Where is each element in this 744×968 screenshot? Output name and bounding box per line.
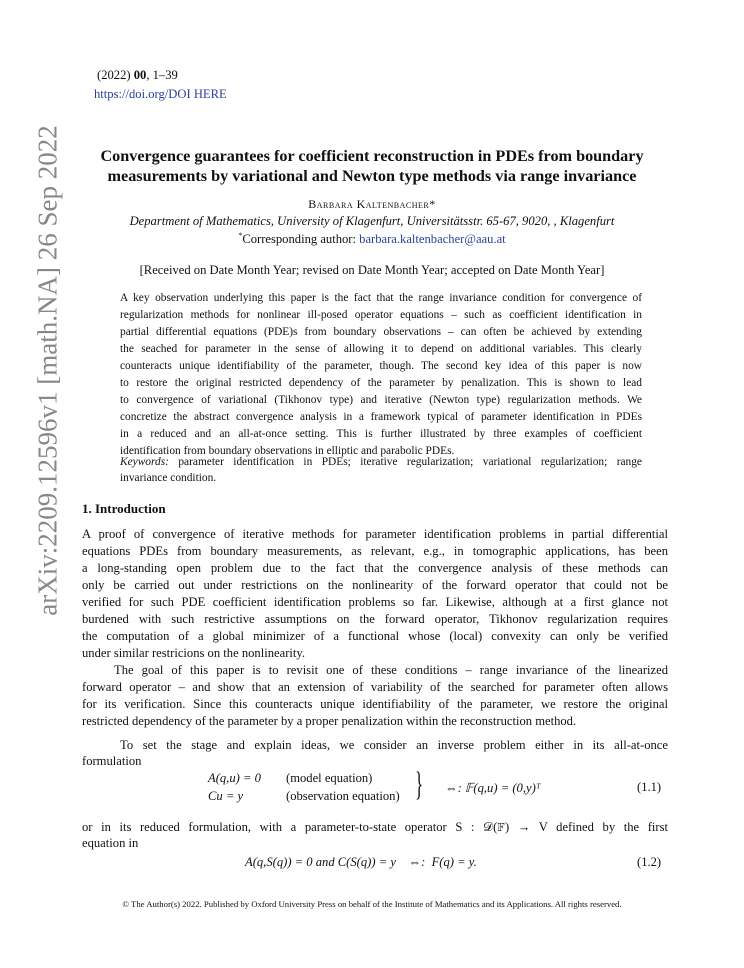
title-line-1: Convergence guarantees for coefficient reconstruction in PDEs from boundary xyxy=(100,147,644,165)
text-line: formulation xyxy=(82,754,142,768)
text-line: equations PDEs from boundary measurements, as relevant, e.g., in tomographic applications, has been xyxy=(82,544,668,558)
volume: 00 xyxy=(133,68,147,82)
keywords-line: invariance condition. xyxy=(120,472,217,484)
corresponding-label: Corresponding author: xyxy=(242,232,360,247)
eq-lhs-2: Cu = y xyxy=(208,789,244,803)
text-line: To set the stage and explain ideas, we consider an inverse problem either in its all-at-once xyxy=(82,738,668,752)
text-line: The goal of this paper is to revisit one of these conditions – range invariance of the linearized xyxy=(82,663,668,677)
text-line: the computation of a global minimizer of a functional whose (local) convexity can only be verified xyxy=(82,629,668,643)
abstract-line: in a reduced and an all-at-once setting. This is further illustrated by three examples of coefficient xyxy=(120,428,642,440)
text-line: only be carried out under restrictions on the nonlinearity of the forward operator that could not be xyxy=(82,578,668,592)
arxiv-stamp: arXiv:2209.12596v1 [math.NA] 26 Sep 2022 xyxy=(32,125,63,616)
doi-link[interactable]: https://doi.org/DOI HERE xyxy=(94,87,227,101)
text-line: A proof of convergence of iterative methods for parameter identification problems in partial differential xyxy=(82,527,668,541)
journal-ref xyxy=(97,68,178,83)
keywords-label: Keywords: xyxy=(120,456,169,468)
text-line: restricted dependency of the parameter by a proper penalization within the reconstruction method. xyxy=(82,714,577,728)
eq-lhs-1: A(q,u) = 0 xyxy=(208,771,261,785)
abstract-line: counteracts unique identifiability of the parameter, though. The second key idea of this paper is now xyxy=(120,360,642,372)
abstract-line: regularization methods for nonlinear ill-posed operator equations – such as coefficient identification in xyxy=(120,309,642,321)
email-link[interactable]: barbara.kaltenbacher@aau.at xyxy=(359,232,506,247)
abstract-line: A key observation underlying this paper is the fact that the range invariance condition for convergence of xyxy=(120,292,642,304)
corresponding-author xyxy=(0,231,744,247)
text-line: verified for such PDE coefficient identification problems so far. Likewise, although at a first glance not xyxy=(82,595,668,609)
affiliation: Department of Mathematics, University of Klagenfurt, Universitätsstr. 65-67, 9020, , Klagenfurt xyxy=(129,214,615,228)
text-line: forward operator – and show that an extension of variability of the searched for parameter often allows xyxy=(82,680,668,694)
abstract-line: concretize the abstract convergence analysis in a framework typical of parameter identification in PDEs xyxy=(120,411,642,423)
year: (2022) xyxy=(97,68,134,82)
eq-text: A(q,S(q)) = 0 and C(S(q)) = y ⇔: F(q) = y. xyxy=(245,855,477,869)
eq-rhs: ⇔: 𝔽(q,u) = (0,y)ᵀ xyxy=(445,781,541,795)
footnote-mark: * xyxy=(238,231,243,240)
keywords-line xyxy=(120,456,642,468)
eq-number: (1.2) xyxy=(637,855,662,869)
eq-number: (1.1) xyxy=(637,780,662,794)
section-heading: 1. Introduction xyxy=(82,501,166,516)
text-line: under similar restricions on the nonlinearity. xyxy=(82,646,306,660)
abstract-line: partial differential equations (PDE)s from boundary observations – can often be achieved by extending xyxy=(120,326,642,338)
abstract-line: to convergence of variational (Tikhonov type) and iterative (Newton type) regularization methods. We xyxy=(120,394,642,406)
pages: , 1–39 xyxy=(146,68,178,82)
abstract-line: the seached for parameter in the sense of allowing it to depend on additional variables. This clearly xyxy=(120,343,642,355)
text-line: equation in xyxy=(82,836,139,850)
eq-note-2: (observation equation) xyxy=(286,789,400,803)
text-line: a long-standing open problem due to the fact that the convergence analysis of these methods can xyxy=(82,561,668,575)
title-line-2: measurements by variational and Newton type methods via range invariance xyxy=(107,167,637,185)
text-line: for its verification. Since this counteracts unique identifiability of the parameter, we restore the original xyxy=(82,697,668,711)
abstract-line: identification from boundary observations in elliptic and parabolic PDEs. xyxy=(120,445,455,457)
keywords-text: parameter identification in PDEs; iterative regularization; variational regularization; range xyxy=(168,456,642,468)
author: Barbara Kaltenbacher* xyxy=(308,197,436,211)
received-dates: [Received on Date Month Year; revised on Date Month Year; accepted on Date Month Year] xyxy=(139,263,605,277)
brace: } xyxy=(415,766,424,803)
text-line: burdened with such restrictive assumptions on the forward operator, Tikhonov regularization requires xyxy=(82,612,668,626)
abstract-line: to restore the original restricted dependency of the parameter by penalization. This is shown to lead xyxy=(120,377,642,389)
text-line: or in its reduced formulation, with a parameter-to-state operator S : 𝒟(𝔽) → V defined by the first xyxy=(82,820,668,834)
eq-note-1: (model equation) xyxy=(286,771,373,785)
copyright-footer: © The Author(s) 2022. Published by Oxford University Press on behalf of the Institute of Mathematics and its Applications. All rights reserved. xyxy=(122,899,622,909)
